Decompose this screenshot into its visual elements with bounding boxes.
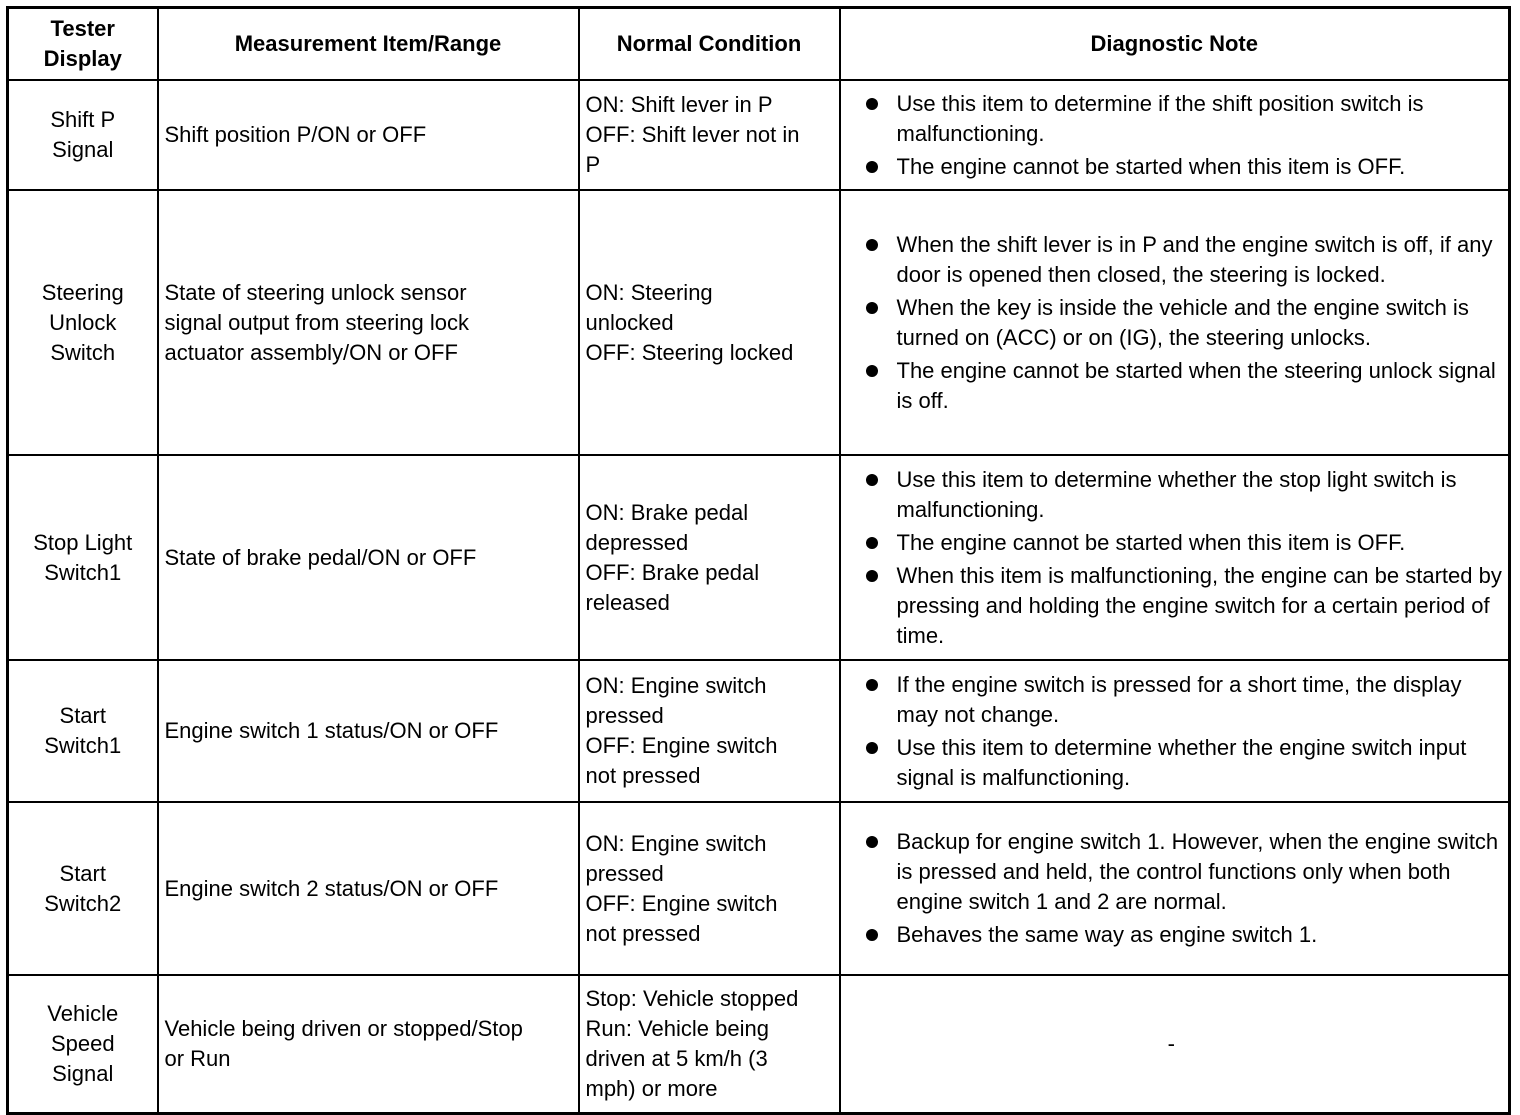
table-row <box>8 802 1510 975</box>
note-list <box>841 89 1503 182</box>
diagnostic-note-cell <box>840 802 1510 975</box>
note-item: When this item is malfunctioning, the engine can be started by pressing and holding the engine switch for a certain period of time. <box>841 561 1503 651</box>
tester-display-cell: Shift P Signal <box>8 80 158 190</box>
note-item: If the engine switch is pressed for a short time, the display may not change. <box>841 670 1503 730</box>
table-row <box>8 80 1510 190</box>
note-list <box>841 827 1503 950</box>
bullet-icon <box>866 474 878 486</box>
measurement-item-cell: Shift position P/ON or OFF <box>158 80 579 190</box>
diagnostic-note-cell <box>840 660 1510 802</box>
note-list <box>841 670 1503 793</box>
header-row <box>8 8 1510 81</box>
bullet-icon <box>866 98 878 110</box>
diagnostic-note-cell <box>840 455 1510 660</box>
bullet-icon <box>866 929 878 941</box>
header-tester-display: Tester Display <box>8 8 158 81</box>
bullet-icon <box>866 239 878 251</box>
note-item: The engine cannot be started when the steering unlock signal is off. <box>841 356 1503 416</box>
note-list <box>841 465 1503 651</box>
normal-condition-cell: ON: Steering unlocked OFF: Steering locked <box>579 190 840 455</box>
normal-condition-cell: ON: Shift lever in P OFF: Shift lever not in P <box>579 80 840 190</box>
note-item: The engine cannot be started when this item is OFF. <box>841 152 1503 182</box>
bullet-icon <box>866 679 878 691</box>
table-row <box>8 660 1510 802</box>
normal-condition-cell: ON: Engine switch pressed OFF: Engine switch not pressed <box>579 660 840 802</box>
note-item: Backup for engine switch 1. However, when the engine switch is pressed and held, the control functions only when both engine switch 1 and 2 are normal. <box>841 827 1503 917</box>
bullet-icon <box>866 570 878 582</box>
note-item: Use this item to determine if the shift position switch is malfunctioning. <box>841 89 1503 149</box>
measurement-item-cell: State of steering unlock sensor signal output from steering lock actuator assembly/ON or OFF <box>158 190 579 455</box>
bullet-icon <box>866 302 878 314</box>
bullet-icon <box>866 836 878 848</box>
bullet-icon <box>866 537 878 549</box>
tester-display-cell: Vehicle Speed Signal <box>8 975 158 1114</box>
normal-condition-cell: Stop: Vehicle stopped Run: Vehicle being driven at 5 km/h (3 mph) or more <box>579 975 840 1114</box>
measurement-item-cell: Engine switch 2 status/ON or OFF <box>158 802 579 975</box>
normal-condition-cell: ON: Engine switch pressed OFF: Engine switch not pressed <box>579 802 840 975</box>
diagnostic-note-cell <box>840 975 1510 1114</box>
header-measurement-item: Measurement Item/Range <box>158 8 579 81</box>
tester-display-cell: Steering Unlock Switch <box>8 190 158 455</box>
normal-condition-cell: ON: Brake pedal depressed OFF: Brake pedal released <box>579 455 840 660</box>
empty-note-dash: - <box>1167 1031 1175 1056</box>
tester-display-cell: Stop Light Switch1 <box>8 455 158 660</box>
table-row <box>8 190 1510 455</box>
diagnostic-note-cell <box>840 190 1510 455</box>
header-normal-condition: Normal Condition <box>579 8 840 81</box>
bullet-icon <box>866 365 878 377</box>
note-item: When the key is inside the vehicle and the engine switch is turned on (ACC) or on (IG), the steering unlocks. <box>841 293 1503 353</box>
tester-display-cell: Start Switch1 <box>8 660 158 802</box>
note-item: Use this item to determine whether the stop light switch is malfunctioning. <box>841 465 1503 525</box>
bullet-icon <box>866 742 878 754</box>
bullet-icon <box>866 161 878 173</box>
measurement-item-cell: State of brake pedal/ON or OFF <box>158 455 579 660</box>
tester-display-cell: Start Switch2 <box>8 802 158 975</box>
note-item: The engine cannot be started when this item is OFF. <box>841 528 1503 558</box>
note-list <box>841 230 1503 416</box>
note-item: Use this item to determine whether the engine switch input signal is malfunctioning. <box>841 733 1503 793</box>
note-item: When the shift lever is in P and the engine switch is off, if any door is opened then closed, the steering is locked. <box>841 230 1503 290</box>
diagnostic-data-table <box>6 6 1511 1115</box>
header-diagnostic-note: Diagnostic Note <box>840 8 1510 81</box>
diagnostic-note-cell <box>840 80 1510 190</box>
measurement-item-cell: Vehicle being driven or stopped/Stop or Run <box>158 975 579 1114</box>
table-row <box>8 975 1510 1114</box>
measurement-item-cell: Engine switch 1 status/ON or OFF <box>158 660 579 802</box>
table-row <box>8 455 1510 660</box>
note-item: Behaves the same way as engine switch 1. <box>841 920 1503 950</box>
